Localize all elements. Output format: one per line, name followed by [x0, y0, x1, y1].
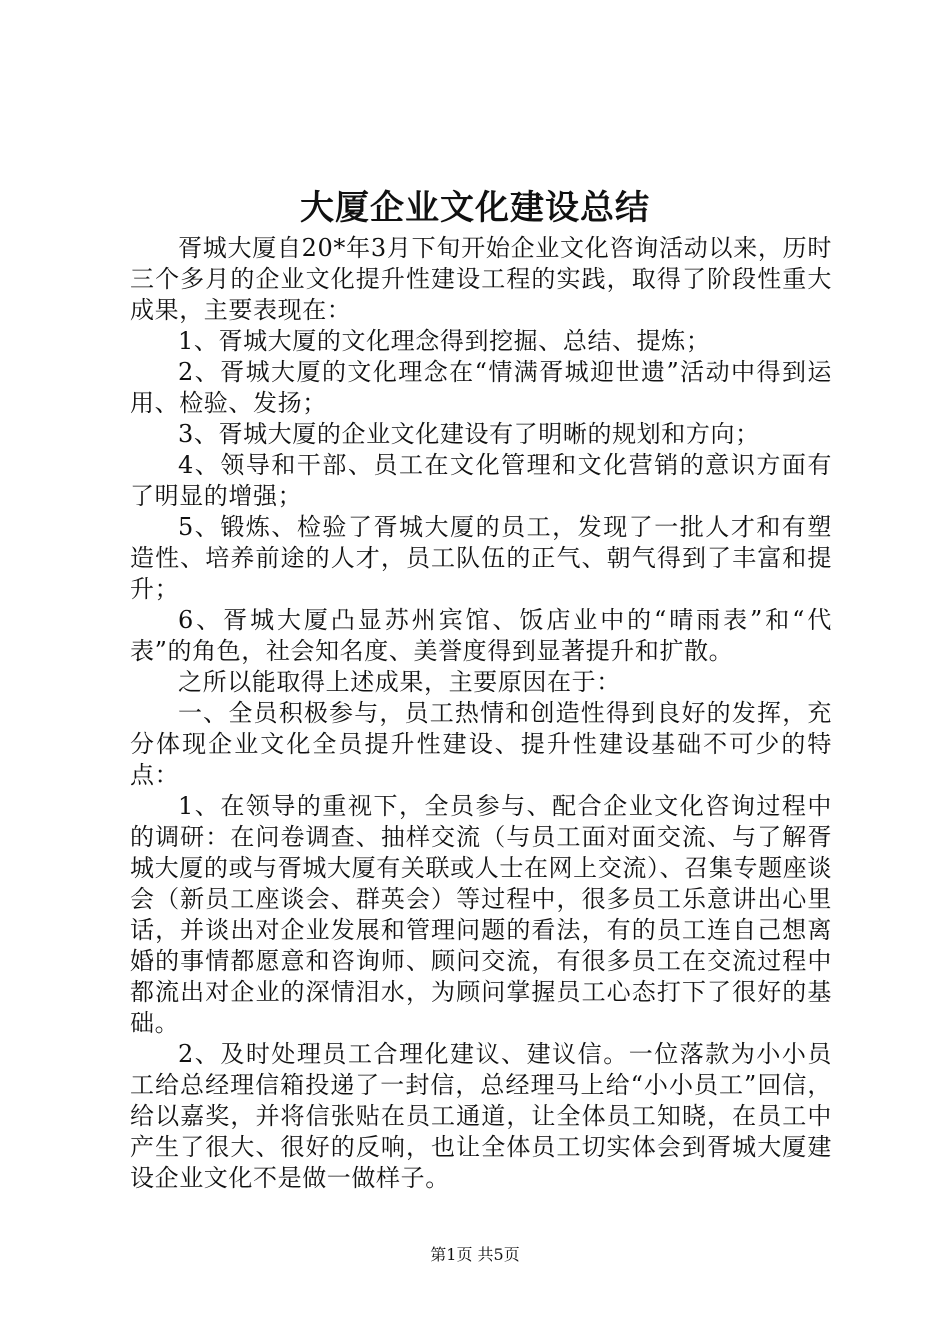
document-body — [130, 233, 832, 1194]
intro-paragraph: 胥城大厦自20*年3月下旬开始企业文化咨询活动以来，历时三个多月的企业文化提升性建设工程的实践，取得了阶段性重大成果，主要表现在： — [130, 234, 832, 324]
achievement-item-3: 3、胥城大厦的企业文化建设有了明晰的规划和方向； — [178, 420, 760, 448]
page-number-footer: 第1页 共5页 — [430, 1245, 520, 1264]
achievement-item-6: 6、胥城大厦凸显苏州宾馆、饭店业中的“晴雨表”和“代表”的角色，社会知名度、美誉度得到显著提升和扩散。 — [130, 606, 832, 665]
document-title: 大厦企业文化建设总结 — [300, 188, 650, 228]
section-heading-1: 一、全员积极参与，员工热情和创造性得到良好的发挥，充分体现企业文化全员提升性建设、提升性建设基础不可少的特点： — [130, 699, 832, 789]
reason-item-1: 1、在领导的重视下，全员参与、配合企业文化咨询过程中的调研：在问卷调查、抽样交流（与员工面对面交流、与了解胥城大厦的或与胥城大厦有关联或人士在网上交流）、召集专题座谈会（新员工座谈会、群英会）等过程中，很多员工乐意讲出心里话，并谈出对企业发展和管理问题的看法，有的员工连自己想离婚的事情都愿意和咨询师、顾问交流，有很多员工在交流过程中都流出对企业的深情泪水，为顾问掌握员工心态打下了很好的基础。 — [130, 792, 832, 1037]
achievement-item-4: 4、领导和干部、员工在文化管理和文化营销的意识方面有了明显的增强； — [130, 451, 832, 510]
achievement-item-2: 2、胥城大厦的文化理念在“情满胥城迎世遗”活动中得到运用、检验、发扬； — [130, 358, 832, 417]
achievement-item-5: 5、锻炼、检验了胥城大厦的员工，发现了一批人才和有塑造性、培养前途的人才，员工队伍的正气、朝气得到了丰富和提升； — [130, 513, 832, 603]
achievement-item-1: 1、胥城大厦的文化理念得到挖掘、总结、提炼； — [178, 327, 711, 355]
reason-item-2: 2、及时处理员工合理化建议、建议信。一位落款为小小员工给总经理信箱投递了一封信，总经理马上给“小小员工”回信，给以嘉奖，并将信张贴在员工通道，让全体员工知晓，在员工中产生了很大、很好的反响，也让全体员工切实体会到胥城大厦建设企业文化不是做一做样子。 — [130, 1040, 832, 1192]
reason-intro-paragraph: 之所以能取得上述成果，主要原因在于： — [178, 668, 621, 696]
